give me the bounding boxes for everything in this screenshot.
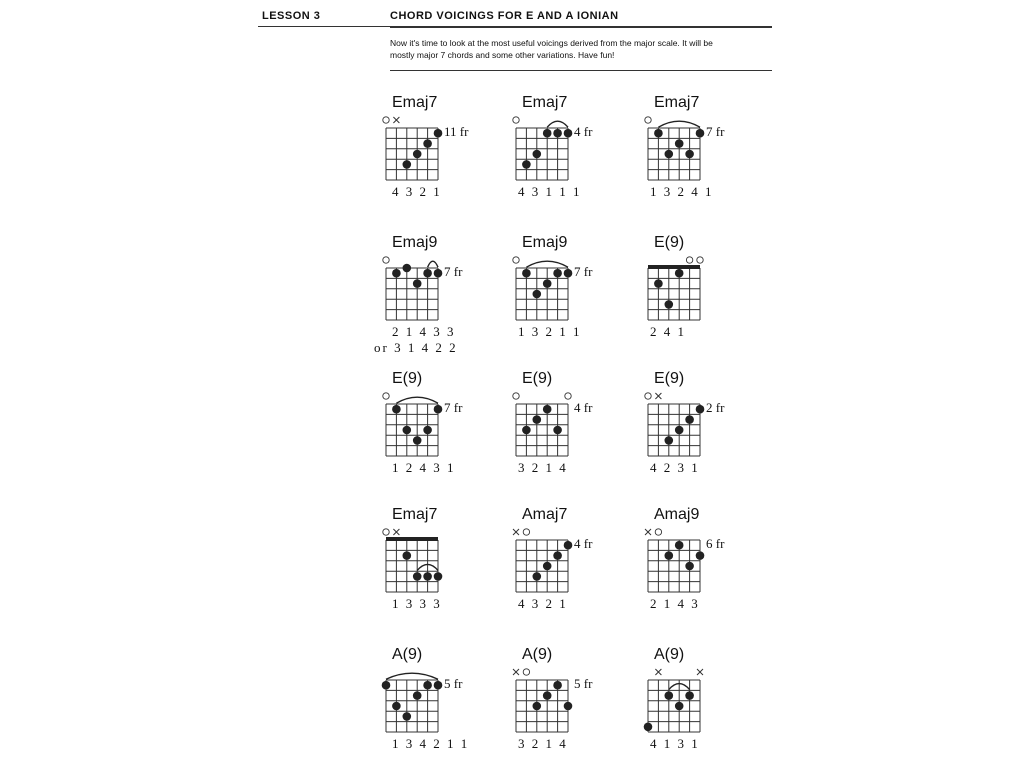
muted-string-marker: [645, 529, 651, 535]
fretboard-grid: [376, 666, 448, 742]
finger-dot: [553, 551, 562, 560]
fingering-label: 1 3 2 1 1: [518, 324, 582, 339]
fingering-label: 4 3 1 1 1: [518, 184, 582, 199]
barre-arc: [386, 673, 438, 679]
finger-dot: [413, 150, 422, 159]
muted-string-marker: [655, 393, 661, 399]
finger-dot: [533, 150, 542, 159]
finger-dot: [564, 129, 573, 138]
finger-dot: [423, 681, 432, 690]
finger-dot: [522, 269, 531, 278]
chord-name: Emaj9: [392, 234, 438, 251]
finger-dot: [543, 129, 552, 138]
finger-dot: [434, 681, 443, 690]
open-string-marker: [655, 529, 661, 535]
chord-name: E(9): [522, 370, 553, 387]
open-string-marker: [523, 669, 529, 675]
finger-dot: [675, 139, 684, 148]
finger-dot: [403, 712, 412, 721]
finger-dot: [685, 150, 694, 159]
finger-dot: [553, 681, 562, 690]
open-string-marker: [686, 257, 692, 263]
chord-name: Emaj7: [392, 94, 438, 111]
muted-string-marker: [393, 117, 399, 123]
finger-dot: [533, 702, 542, 711]
fingering-label: 3 2 1 4: [518, 736, 568, 751]
fret-position-label: 6 fr: [706, 536, 725, 551]
finger-dot: [654, 279, 663, 288]
fret-position-label: 7 fr: [706, 124, 725, 139]
nut-bar: [648, 265, 700, 269]
fretboard-grid: [506, 526, 578, 602]
fret-position-label: 7 fr: [574, 264, 593, 279]
header-rule-secondary: [390, 27, 772, 28]
fingering-label: 2 4 1: [650, 324, 686, 339]
barre-arc: [526, 261, 568, 267]
finger-dot: [392, 702, 401, 711]
open-string-marker: [565, 393, 571, 399]
fretboard-grid: [638, 254, 710, 330]
fingering-label: 4 1 3 1: [650, 736, 700, 751]
fretboard-grid: [506, 114, 578, 190]
finger-dot: [685, 562, 694, 571]
finger-dot: [403, 264, 412, 273]
finger-dot: [553, 426, 562, 435]
finger-dot: [423, 572, 432, 581]
finger-dot: [434, 572, 443, 581]
finger-dot: [553, 129, 562, 138]
open-string-marker: [383, 393, 389, 399]
open-string-marker: [383, 529, 389, 535]
open-string-marker: [523, 529, 529, 535]
finger-dot: [696, 405, 705, 414]
fretboard-grid: [376, 254, 448, 330]
finger-dot: [665, 551, 674, 560]
finger-dot: [553, 269, 562, 278]
finger-dot: [403, 551, 412, 560]
open-string-marker: [383, 117, 389, 123]
fret-position-label: 5 fr: [444, 676, 463, 691]
fretboard-grid: [376, 114, 448, 190]
fingering-label: 1 3 2 4 1: [650, 184, 714, 199]
finger-dot: [543, 691, 552, 700]
finger-dot: [403, 160, 412, 169]
fretboard-grid: [506, 254, 578, 330]
muted-string-marker: [655, 669, 661, 675]
page-title: CHORD VOICINGS FOR E AND A IONIAN: [390, 10, 619, 22]
open-string-marker: [513, 393, 519, 399]
muted-string-marker: [513, 529, 519, 535]
fret-position-label: 7 fr: [444, 264, 463, 279]
finger-dot: [675, 426, 684, 435]
open-string-marker: [645, 117, 651, 123]
finger-dot: [665, 436, 674, 445]
fret-position-label: 2 fr: [706, 400, 725, 415]
fingering-label: 4 2 3 1: [650, 460, 700, 475]
fretboard-grid: [506, 390, 578, 466]
muted-string-marker: [393, 529, 399, 535]
fret-position-label: 4 fr: [574, 400, 593, 415]
finger-dot: [564, 702, 573, 711]
finger-dot: [543, 279, 552, 288]
muted-string-marker: [697, 669, 703, 675]
fretboard-grid: [638, 390, 710, 466]
fret-position-label: 4 fr: [574, 124, 593, 139]
finger-dot: [564, 541, 573, 550]
finger-dot: [685, 691, 694, 700]
chord-name: E(9): [392, 370, 423, 387]
finger-dot: [533, 572, 542, 581]
fretboard-grid: [638, 666, 710, 742]
fretboard-grid: [638, 114, 710, 190]
finger-dot: [675, 541, 684, 550]
fret-position-label: 5 fr: [574, 676, 593, 691]
finger-dot: [665, 300, 674, 309]
lesson-label: LESSON 3: [262, 10, 321, 22]
finger-dot: [413, 572, 422, 581]
chord-name: E(9): [654, 234, 685, 251]
finger-dot: [654, 129, 663, 138]
chord-name: Emaj7: [654, 94, 700, 111]
fingering-label: 3 2 1 4: [518, 460, 568, 475]
finger-dot: [675, 702, 684, 711]
finger-dot: [644, 723, 653, 732]
finger-dot: [423, 426, 432, 435]
finger-dot: [423, 269, 432, 278]
barre-arc: [396, 397, 438, 403]
fret-position-label: 4 fr: [574, 536, 593, 551]
fingering-label: 4 3 2 1: [518, 596, 568, 611]
chord-name: A(9): [522, 646, 553, 663]
chord-name: Emaj9: [522, 234, 568, 251]
finger-dot: [665, 150, 674, 159]
chord-name: Emaj7: [522, 94, 568, 111]
barre-arc: [547, 121, 568, 127]
fretboard-grid: [638, 526, 710, 602]
finger-dot: [434, 129, 443, 138]
fretboard-grid: [506, 666, 578, 742]
finger-dot: [413, 279, 422, 288]
chord-name: E(9): [654, 370, 685, 387]
nut-bar: [386, 537, 438, 541]
finger-dot: [685, 415, 694, 424]
fretboard-grid: [376, 390, 448, 466]
open-string-marker: [513, 117, 519, 123]
finger-dot: [543, 405, 552, 414]
fingering-label: 2 1 4 3: [650, 596, 700, 611]
finger-dot: [533, 415, 542, 424]
finger-dot: [382, 681, 391, 690]
finger-dot: [434, 269, 443, 278]
open-string-marker: [513, 257, 519, 263]
fretboard-grid: [376, 526, 448, 602]
finger-dot: [522, 426, 531, 435]
intro-text: Now it's time to look at the most useful voicings derived from the major scale. It will be mostly major 7 chords and some other variations. Have fun!: [390, 38, 713, 60]
fingering-label: 1 3 4 2 1 1: [392, 736, 470, 751]
alt-fingering-label: or 3 1 4 2 2: [374, 340, 458, 355]
finger-dot: [564, 269, 573, 278]
finger-dot: [533, 290, 542, 299]
chord-name: Amaj9: [654, 506, 700, 523]
chord-name: Amaj7: [522, 506, 568, 523]
barre-arc: [658, 121, 700, 127]
fret-position-label: 7 fr: [444, 400, 463, 415]
fingering-label: 2 1 4 3 3: [392, 324, 456, 339]
barre-arc: [428, 261, 438, 267]
intro-rule: [390, 70, 772, 71]
finger-dot: [696, 551, 705, 560]
finger-dot: [403, 426, 412, 435]
chord-name: A(9): [392, 646, 423, 663]
finger-dot: [696, 129, 705, 138]
finger-dot: [434, 405, 443, 414]
fingering-label: 4 3 2 1: [392, 184, 442, 199]
open-string-marker: [645, 393, 651, 399]
finger-dot: [675, 269, 684, 278]
finger-dot: [423, 139, 432, 148]
fingering-label: 1 3 3 3: [392, 596, 442, 611]
finger-dot: [413, 691, 422, 700]
open-string-marker: [383, 257, 389, 263]
open-string-marker: [697, 257, 703, 263]
finger-dot: [665, 691, 674, 700]
finger-dot: [392, 269, 401, 278]
chord-name: Emaj7: [392, 506, 438, 523]
chord-name: A(9): [654, 646, 685, 663]
finger-dot: [543, 562, 552, 571]
muted-string-marker: [513, 669, 519, 675]
finger-dot: [522, 160, 531, 169]
finger-dot: [413, 436, 422, 445]
fingering-label: 1 2 4 3 1: [392, 460, 456, 475]
fret-position-label: 11 fr: [444, 124, 469, 139]
finger-dot: [392, 405, 401, 414]
